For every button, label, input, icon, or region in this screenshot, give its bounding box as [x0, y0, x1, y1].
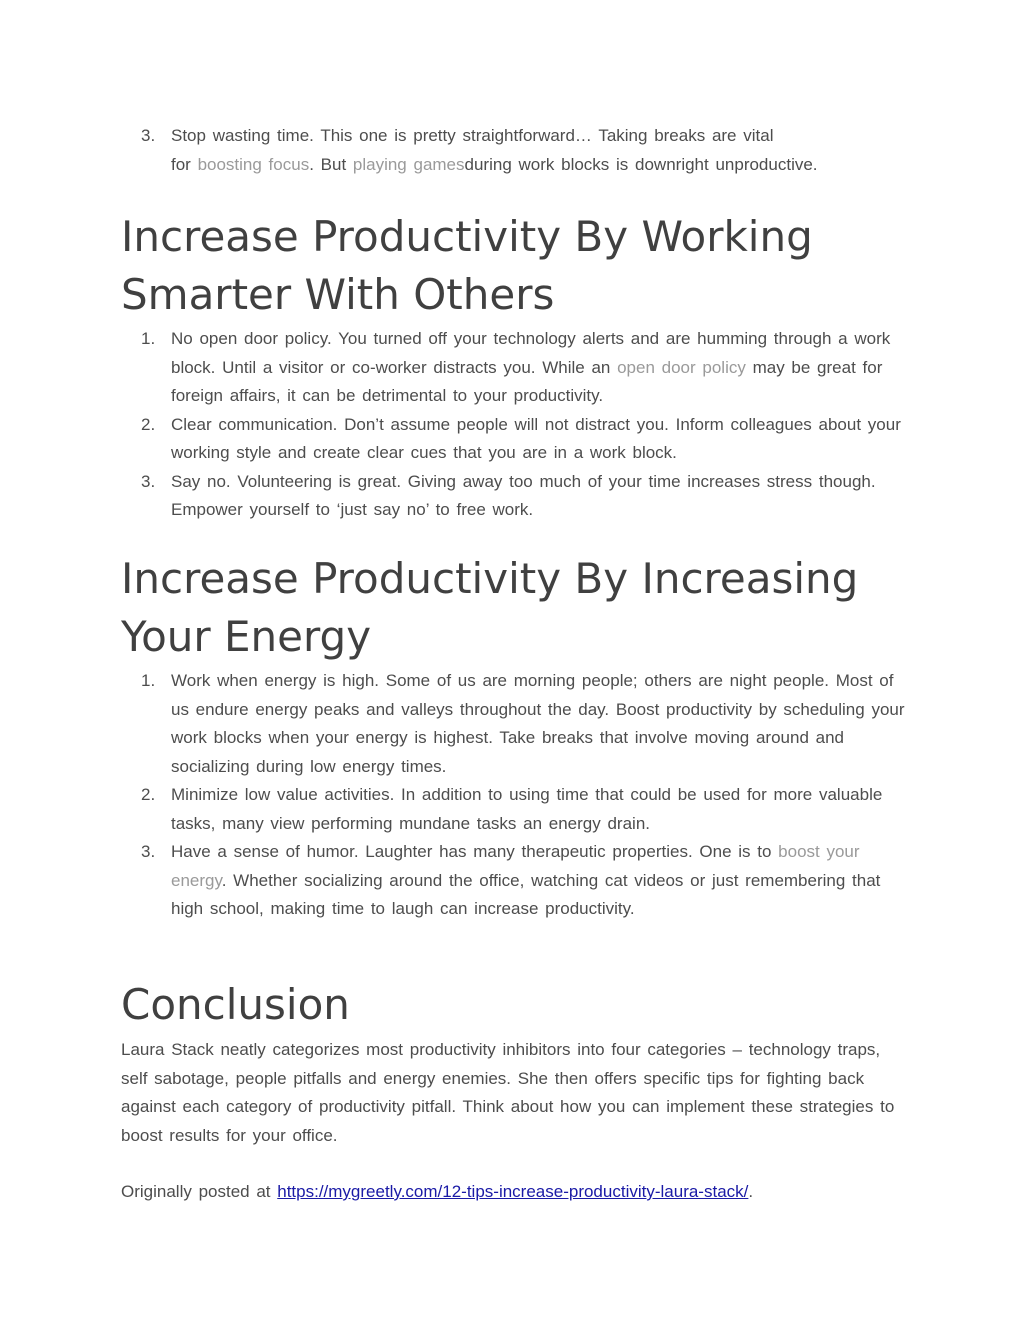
boosting-focus-link[interactable]: boosting focus: [197, 154, 310, 174]
energy-list: [121, 667, 911, 924]
list-item: 3. Stop wasting time. This one is pretty straightforward… Taking breaks are vital for boosting focus. But playing gamesduring work blocks is downright unproductive.: [121, 122, 911, 179]
conclusion-paragraph: Laura Stack neatly categorizes most productivity inhibitors into four categories – technology traps, self sabotage, people pitfalls and energy enemies. She then offers specific tips for fighting back against each category of productivity pitfall. Think about how you can implement these strategies to boost results for your office.: [121, 1040, 895, 1145]
list-item: 2. Minimize low value activities. In addition to using time that could be used for more valuable tasks, many view performing mundane tasks an energy drain.: [121, 781, 911, 838]
list-number: 1.: [141, 329, 156, 348]
list-number: 3.: [141, 842, 156, 861]
others-list: [121, 325, 911, 525]
conclusion-heading: Conclusion: [121, 980, 350, 1029]
list-item: 1. No open door policy. You turned off your technology alerts and are humming through a work block. Until a visitor or co-worker distracts you. While an open door policy may be great for foreign affairs, it can be detrimental to your productivity.: [121, 325, 911, 411]
list-item: 1. Work when energy is high. Some of us are morning people; others are night people. Most of us endure energy peaks and valleys throughout the day. Boost productivity by scheduling your work blocks when your energy is highest. Take breaks that involve moving around and socializing during low energy times.: [121, 667, 911, 781]
playing-games-link[interactable]: playing games: [352, 154, 465, 174]
section-heading-others: Increase Productivity By Working Smarter With Others: [121, 212, 813, 319]
list-item: 3. Have a sense of humor. Laughter has many therapeutic properties. One is to boost your energy. Whether socializing around the office, watching cat videos or just remembering that high school, making time to laugh can increase productivity.: [121, 838, 911, 924]
list-number: 1.: [141, 671, 156, 690]
list-item: 3. Say no. Volunteering is great. Giving away too much of your time increases stress though. Empower yourself to ‘just say no’ to free work.: [121, 468, 911, 525]
top-list: [121, 122, 911, 179]
list-number: 3.: [141, 471, 156, 491]
origin-url-link[interactable]: https://mygreetly.com/12-tips-increase-productivity-laura-stack/: [277, 1182, 749, 1201]
open-door-policy-link[interactable]: open door policy: [617, 357, 746, 377]
section-heading-energy: Increase Productivity By Increasing Your Energy: [121, 554, 859, 661]
origin-line: Originally posted at https://mygreetly.com/12-tips-increase-productivity-laura-stack/.: [121, 1182, 754, 1201]
list-number: 3.: [141, 126, 156, 145]
list-number: 2.: [141, 414, 156, 434]
list-number: 2.: [141, 785, 156, 804]
boost-your-energy-link[interactable]: boost your energy: [171, 842, 860, 890]
list-item: 2. Clear communication. Don’t assume people will not distract you. Inform colleagues about your working style and create clear cues that you are in a work block.: [121, 411, 911, 468]
